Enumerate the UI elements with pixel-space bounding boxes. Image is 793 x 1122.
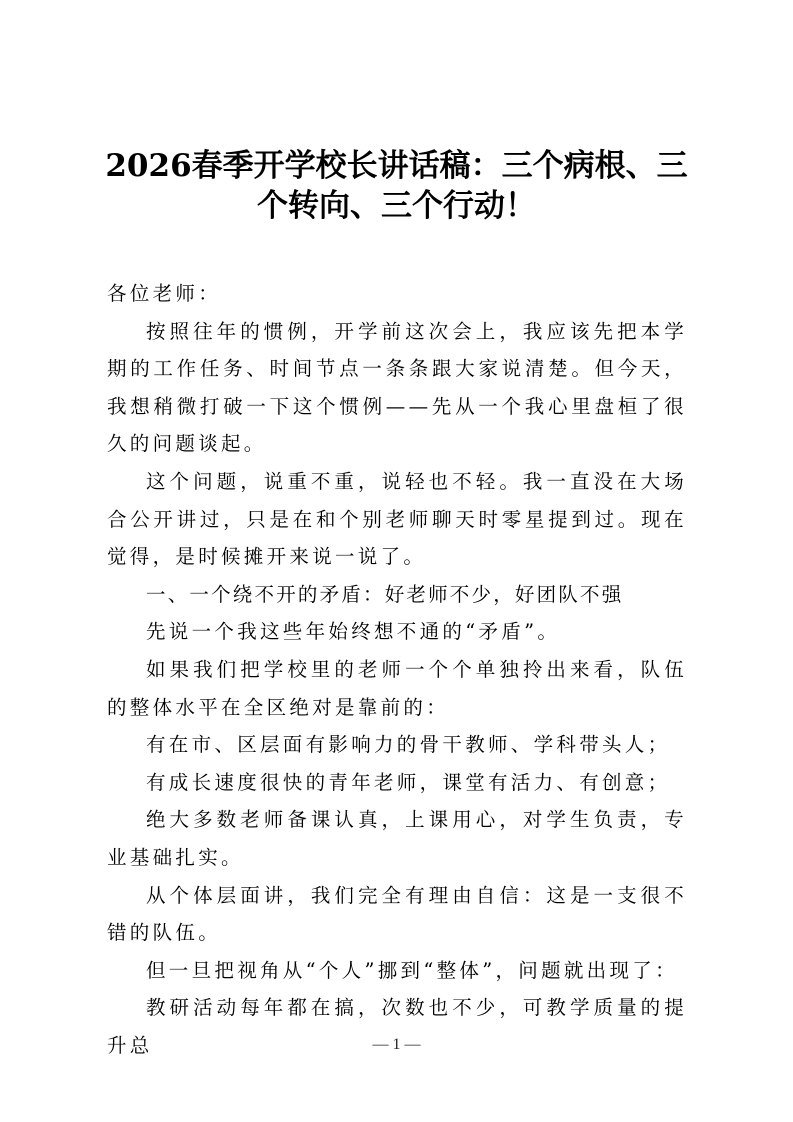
list-item: 绝大多数老师备课认真，上课用心，对学生负责，专业基础扎实。 [107, 808, 687, 869]
salutation: 各位老师： [107, 282, 222, 305]
page-number: — 1 — [372, 1036, 421, 1053]
list-item: 有成长速度很快的青年老师，课堂有活力、有创意； [146, 770, 671, 794]
list-item: 有在市、区层面有影响力的骨干教师、学科带头人； [146, 733, 671, 757]
paragraph: 这个问题，说重不重，说轻也不轻。我一直没在大场合公开讲过，只是在和个别老师聊天时零星提到过。现在觉得，是时候摊开来说一说了。 [107, 469, 687, 569]
paragraph: 如果我们把学校里的老师一个个单独拎出来看，队伍的整体水平在全区绝对是靠前的： [107, 657, 687, 719]
paragraph: 先说一个我这些年始终想不通的“矛盾”。 [146, 620, 561, 644]
paragraph: 按照往年的惯例，开学前这次会上，我应该先把本学期的工作任务、时间节点一条条跟大家说清楚。但今天，我想稍微打破一下这个惯例——先从一个我心里盘桓了很久的问题谈起。 [107, 319, 687, 456]
paragraph: 但一旦把视角从“个人”挪到“整体”，问题就出现了： [146, 958, 678, 982]
paragraph: 教研活动每年都在搞，次数也不少，可教学质量的提升总 [107, 996, 687, 1057]
section-heading: 一、一个绕不开的矛盾：好老师不少，好团队不强 [146, 582, 624, 606]
paragraph: 从个体层面讲，我们完全有理由自信：这是一支很不错的队伍。 [107, 883, 687, 945]
document-title: 2026春季开学校长讲话稿：三个病根、三个转向、三个行动！ [105, 148, 688, 224]
document-body [107, 275, 687, 1064]
